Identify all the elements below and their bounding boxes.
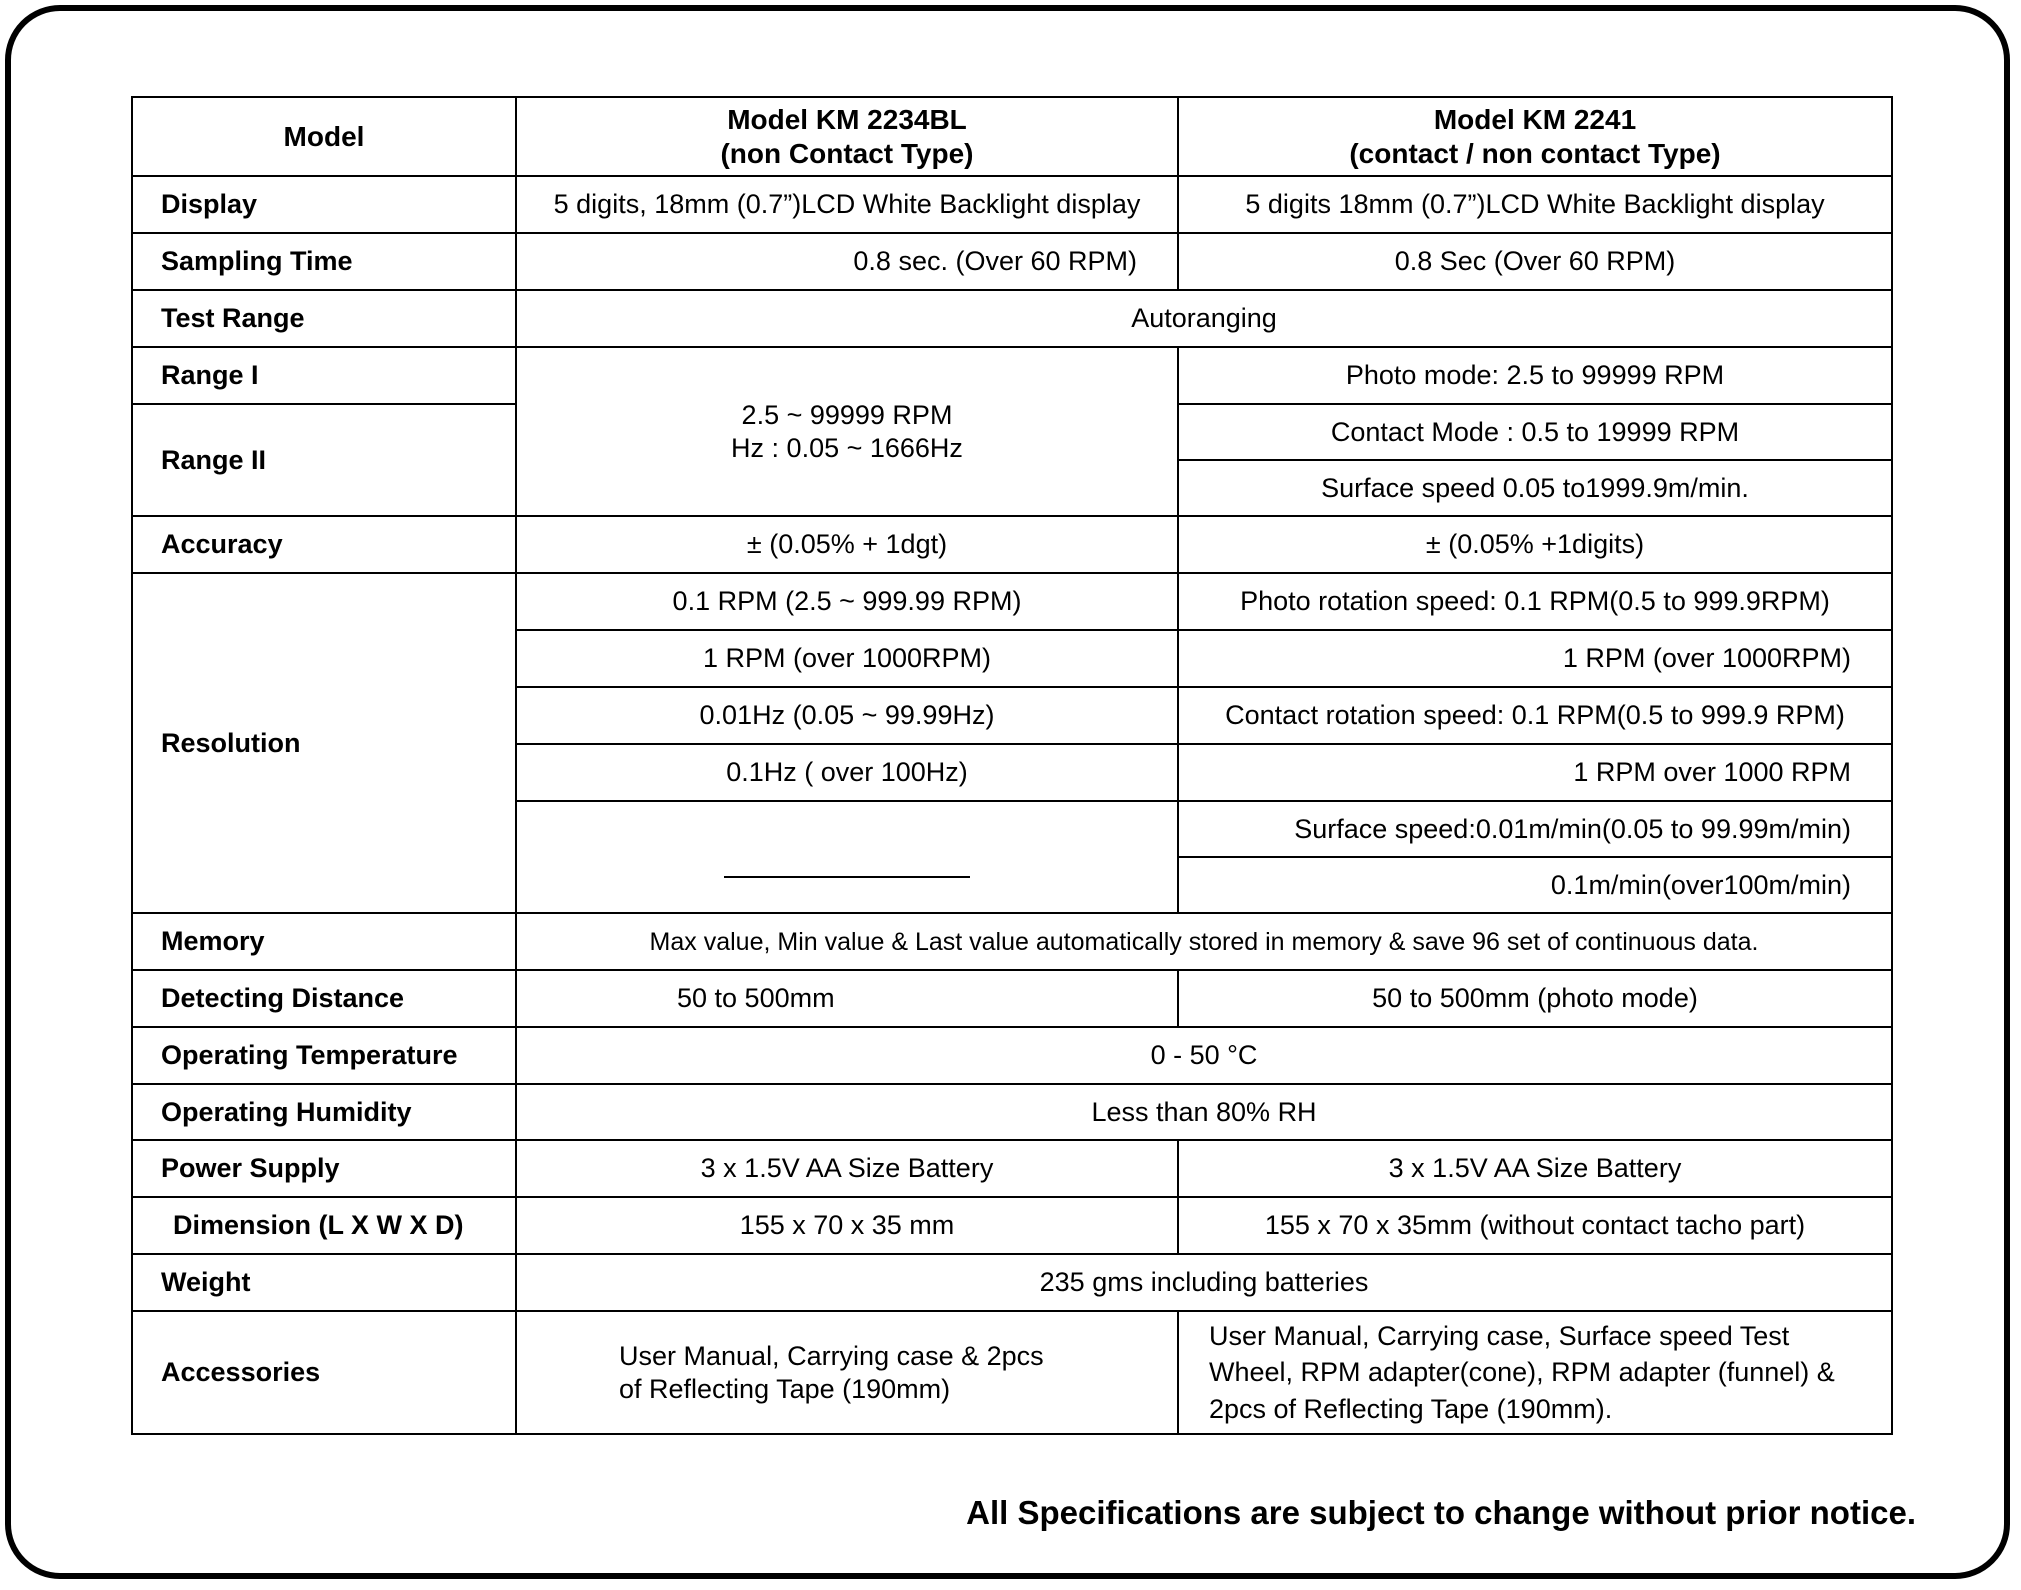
cell: User Manual, Carrying case, Surface speed Test Wheel, RPM adapter(cone), RPM adapter (funnel) & 2pcs of Reflecting Tape (190mm). bbox=[1178, 1311, 1892, 1434]
cell: ± (0.05% + 1dgt) bbox=[516, 516, 1178, 573]
row-label: Test Range bbox=[132, 290, 516, 347]
cell: 1 RPM over 1000 RPM bbox=[1178, 744, 1892, 801]
empty-cell bbox=[516, 801, 1178, 913]
dash-line bbox=[724, 876, 970, 878]
cell: Surface speed:0.01m/min(0.05 to 99.99m/min) bbox=[1178, 801, 1892, 857]
table-row bbox=[132, 970, 1892, 1027]
table-row bbox=[132, 347, 1892, 404]
table-row bbox=[132, 1311, 1892, 1434]
table-header-row bbox=[132, 97, 1892, 176]
cell: 0.8 sec. (Over 60 RPM) bbox=[516, 233, 1178, 290]
table-row bbox=[132, 1140, 1892, 1197]
cell: 50 to 500mm (photo mode) bbox=[1178, 970, 1892, 1027]
cell: Contact Mode : 0.5 to 19999 RPM bbox=[1178, 404, 1892, 460]
row-label: Resolution bbox=[132, 573, 516, 913]
row-label: Weight bbox=[132, 1254, 516, 1311]
table-row bbox=[132, 913, 1892, 970]
cell: Photo rotation speed: 0.1 RPM(0.5 to 999.9RPM) bbox=[1178, 573, 1892, 630]
cell: 0.1m/min(over100m/min) bbox=[1178, 857, 1892, 913]
row-label: Memory bbox=[132, 913, 516, 970]
row-label: Dimension (L X W X D) bbox=[132, 1197, 516, 1254]
cell: 50 to 500mm bbox=[516, 970, 1178, 1027]
table-row bbox=[132, 516, 1892, 573]
cell: 155 x 70 x 35 mm bbox=[516, 1197, 1178, 1254]
specification-table bbox=[131, 96, 1893, 1435]
row-label: Operating Temperature bbox=[132, 1027, 516, 1084]
cell: 5 digits, 18mm (0.7”)LCD White Backlight display bbox=[516, 176, 1178, 233]
cell: 155 x 70 x 35mm (without contact tacho part) bbox=[1178, 1197, 1892, 1254]
cell: Surface speed 0.05 to1999.9m/min. bbox=[1178, 460, 1892, 516]
table-row bbox=[132, 1254, 1892, 1311]
row-label: Operating Humidity bbox=[132, 1084, 516, 1140]
row-label: Accessories bbox=[132, 1311, 516, 1434]
table-row bbox=[132, 1197, 1892, 1254]
cell: Photo mode: 2.5 to 99999 RPM bbox=[1178, 347, 1892, 404]
cell: 0.1Hz ( over 100Hz) bbox=[516, 744, 1178, 801]
row-label: Display bbox=[132, 176, 516, 233]
model1-header: Model KM 2234BL (non Contact Type) bbox=[516, 97, 1178, 176]
cell: 0 - 50 °C bbox=[516, 1027, 1892, 1084]
table-row bbox=[132, 290, 1892, 347]
model2-header: Model KM 2241 (contact / non contact Type) bbox=[1178, 97, 1892, 176]
cell: ± (0.05% +1digits) bbox=[1178, 516, 1892, 573]
row-label: Sampling Time bbox=[132, 233, 516, 290]
table-row bbox=[132, 1027, 1892, 1084]
cell: 0.1 RPM (2.5 ~ 999.99 RPM) bbox=[516, 573, 1178, 630]
cell: 0.01Hz (0.05 ~ 99.99Hz) bbox=[516, 687, 1178, 744]
row-label: Detecting Distance bbox=[132, 970, 516, 1027]
row-label: Range II bbox=[132, 404, 516, 516]
cell: User Manual, Carrying case & 2pcs of Reflecting Tape (190mm) bbox=[516, 1311, 1178, 1434]
cell: 3 x 1.5V AA Size Battery bbox=[1178, 1140, 1892, 1197]
cell: 235 gms including batteries bbox=[516, 1254, 1892, 1311]
cell: Autoranging bbox=[516, 290, 1892, 347]
cell: 2.5 ~ 99999 RPM Hz : 0.05 ~ 1666Hz bbox=[516, 347, 1178, 516]
disclaimer-note: All Specifications are subject to change without prior notice. bbox=[966, 1494, 1916, 1531]
cell: 1 RPM (over 1000RPM) bbox=[516, 630, 1178, 687]
cell: 3 x 1.5V AA Size Battery bbox=[516, 1140, 1178, 1197]
table-row bbox=[132, 1084, 1892, 1140]
cell: Max value, Min value & Last value automatically stored in memory & save 96 set of continuous data. bbox=[516, 913, 1892, 970]
table-row bbox=[132, 233, 1892, 290]
row-label: Accuracy bbox=[132, 516, 516, 573]
row-label: Range I bbox=[132, 347, 516, 404]
cell: Less than 80% RH bbox=[516, 1084, 1892, 1140]
table-row bbox=[132, 176, 1892, 233]
model-header: Model bbox=[132, 97, 516, 176]
cell: Contact rotation speed: 0.1 RPM(0.5 to 999.9 RPM) bbox=[1178, 687, 1892, 744]
table-row bbox=[132, 573, 1892, 630]
cell: 0.8 Sec (Over 60 RPM) bbox=[1178, 233, 1892, 290]
cell: 5 digits 18mm (0.7”)LCD White Backlight display bbox=[1178, 176, 1892, 233]
row-label: Power Supply bbox=[132, 1140, 516, 1197]
cell: 1 RPM (over 1000RPM) bbox=[1178, 630, 1892, 687]
